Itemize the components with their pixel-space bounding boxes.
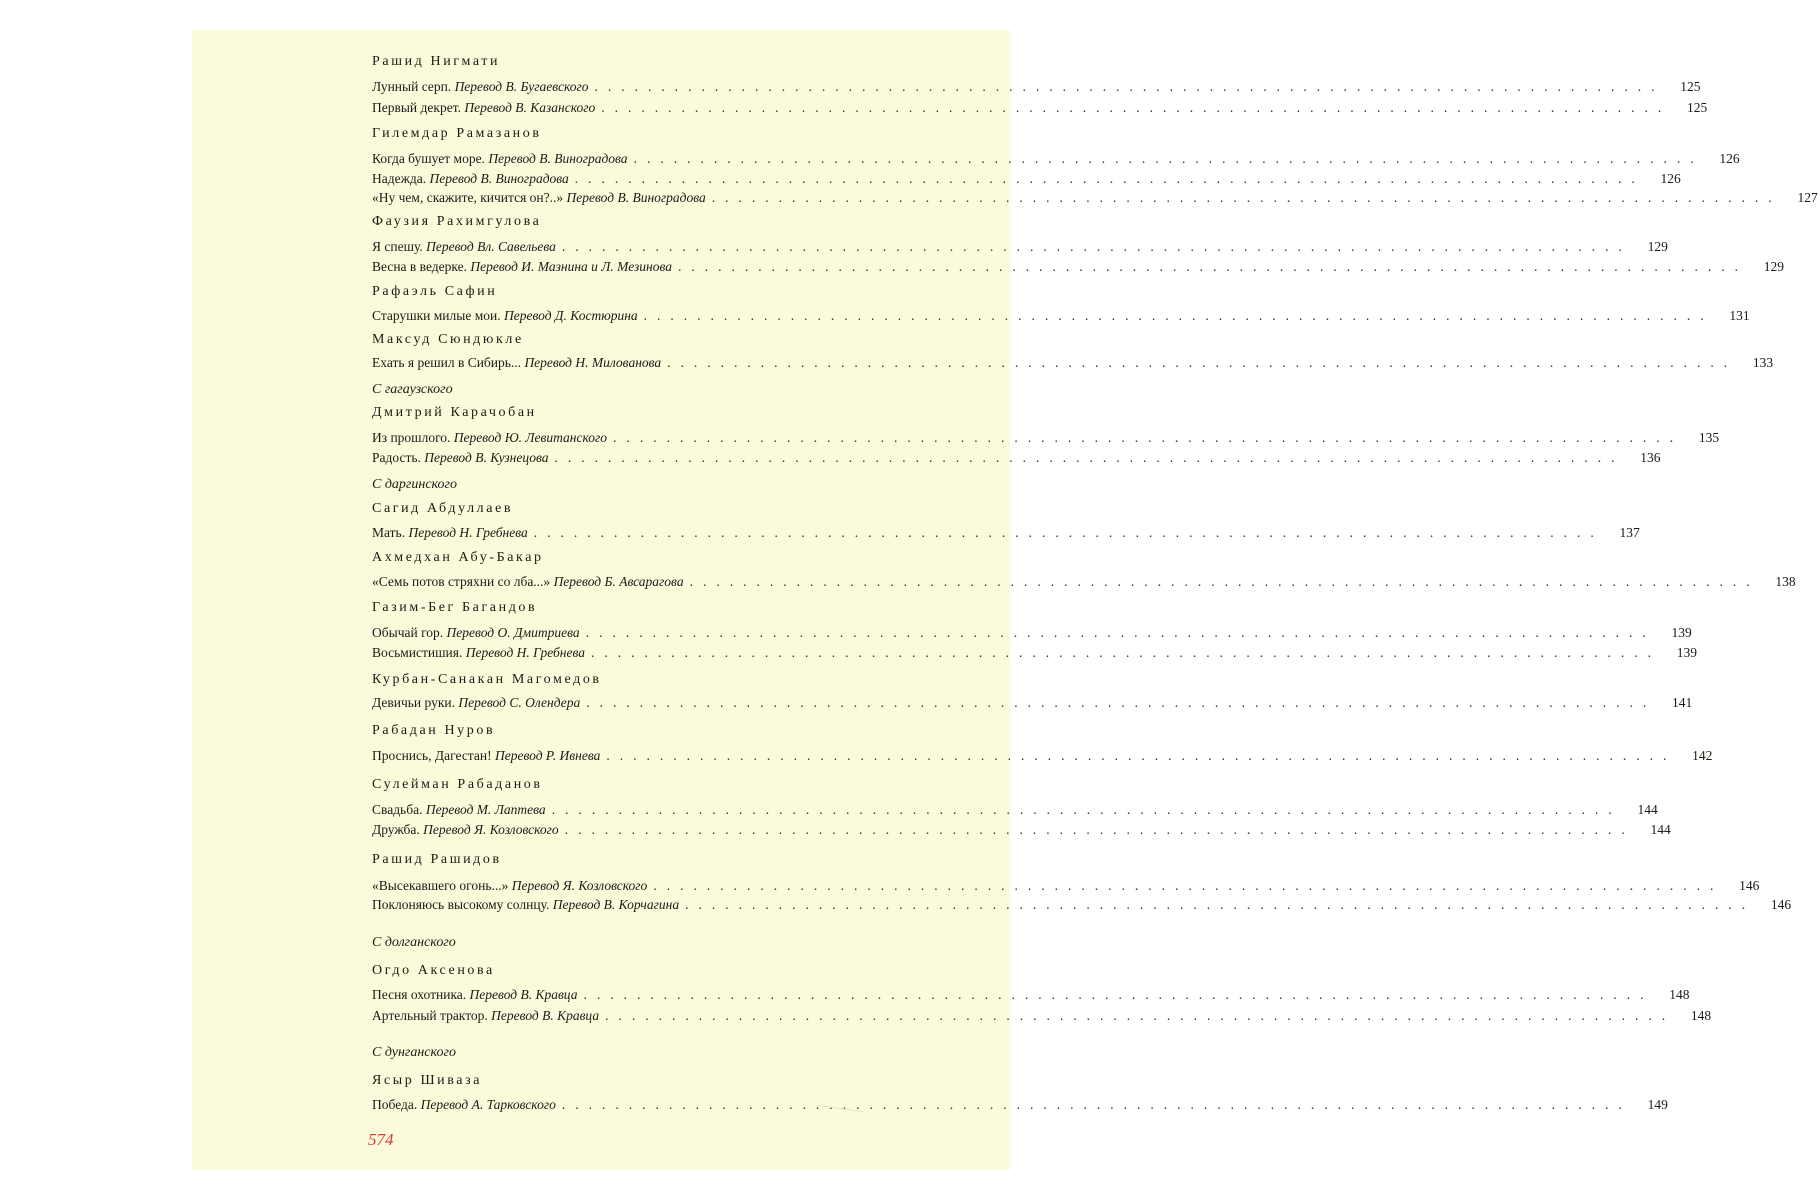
toc-entry xyxy=(372,574,1796,590)
entry-text xyxy=(372,171,569,187)
leader-dots: ................................................................................ xyxy=(551,802,1622,817)
entry-page-number: 125 xyxy=(1680,79,1701,94)
author-name: Гилемдар Рамазанов xyxy=(372,126,542,141)
entry-translator: Перевод И. Мазнина и Л. Мезинова xyxy=(470,259,673,274)
entry-page-number: 137 xyxy=(1619,525,1640,540)
entry-text xyxy=(372,239,556,255)
entry-title: Весна в ведерке. xyxy=(372,259,467,274)
toc-entry xyxy=(372,987,1690,1003)
entry-title: Мать. xyxy=(372,525,406,540)
entry-translator: Перевод В. Виноградова xyxy=(429,171,569,186)
toc-entry xyxy=(372,897,1792,913)
entry-text xyxy=(372,355,661,371)
entry-text xyxy=(372,574,684,590)
entry-title: Девичьи руки. xyxy=(372,695,455,710)
toc-entry xyxy=(372,878,1760,894)
entry-title: Поклоняюсь высокому солнцу. xyxy=(372,897,550,912)
entry-text xyxy=(372,987,577,1003)
leader-dots: ................................................................................ xyxy=(606,748,1677,763)
entry-title: Свадьба. xyxy=(372,802,423,817)
entry-translator: Перевод В. Кравца xyxy=(469,987,578,1002)
toc-entry xyxy=(372,645,1698,661)
entry-page-number: 146 xyxy=(1770,897,1792,912)
author-name: Сагид Абдуллаев xyxy=(372,501,514,516)
entry-translator: Перевод Н. Милованова xyxy=(524,355,662,370)
entry-translator: Перевод О. Дмитриева xyxy=(446,625,580,640)
leader-dots: ................................................................................ xyxy=(561,239,1632,254)
entry-translator: Перевод Н. Гребнева xyxy=(408,525,528,540)
leader-dots: ................................................................................ xyxy=(667,355,1738,370)
entry-title: Дружба. xyxy=(372,822,420,837)
author-name: Ахмедхан Абу-Бакар xyxy=(372,550,544,565)
entry-text xyxy=(372,79,589,95)
entry-page-number: 148 xyxy=(1669,987,1690,1002)
leader-dots: ................................................................................ xyxy=(561,1097,1632,1112)
leader-dots: ................................................................................ xyxy=(586,695,1657,710)
section-heading: С долганского xyxy=(372,935,456,950)
entry-title: Надежда. xyxy=(372,171,427,186)
entry-translator: Перевод С. Олендера xyxy=(458,695,581,710)
entry-text xyxy=(372,802,546,818)
leader-dots: ................................................................................ xyxy=(685,897,1756,912)
entry-text xyxy=(372,308,638,324)
entry-page-number: 129 xyxy=(1647,239,1668,254)
entry-page-number: 135 xyxy=(1698,430,1720,445)
leader-dots: ................................................................................ xyxy=(689,574,1760,589)
entry-page-number: 126 xyxy=(1719,151,1740,166)
toc-entry xyxy=(372,171,1681,187)
book-page xyxy=(192,30,1818,1170)
entry-text xyxy=(372,525,528,541)
entry-text xyxy=(372,897,679,913)
toc-entry xyxy=(372,151,1740,167)
leader-dots: ................................................................................ xyxy=(591,645,1662,660)
author-name: Газим-Бег Багандов xyxy=(372,600,538,615)
toc-entry xyxy=(372,239,1668,255)
entry-title: Я спешу. xyxy=(372,239,423,254)
entry-translator: Перевод Вл. Савельева xyxy=(426,239,556,254)
toc-entry xyxy=(372,259,1785,275)
entry-page-number: 131 xyxy=(1729,308,1750,323)
entry-translator: Перевод Б. Авсарагова xyxy=(553,574,684,589)
entry-title: Старушки милые мои. xyxy=(372,308,501,323)
entry-title: Песня охотника. xyxy=(372,987,467,1002)
leader-dots: ................................................................................ xyxy=(653,878,1724,893)
entry-page-number: 129 xyxy=(1763,259,1785,274)
entry-title: «Ну чем, скажите, кичится он?..» xyxy=(372,190,564,205)
author-name: Ясыр Шиваза xyxy=(372,1073,483,1088)
toc-entry xyxy=(372,748,1713,764)
entry-translator: Перевод Д. Костюрина xyxy=(503,308,638,323)
leader-dots: ................................................................................ xyxy=(585,625,1656,640)
entry-title: Победа. xyxy=(372,1097,418,1112)
leader-dots: ................................................................................ xyxy=(633,151,1704,166)
entry-page-number: 139 xyxy=(1676,645,1698,660)
entry-page-number: 149 xyxy=(1647,1097,1668,1112)
leader-dots: ................................................................................ xyxy=(554,450,1625,465)
leader-dots: ................................................................................ xyxy=(643,308,1714,323)
entry-translator: Перевод В. Виноградова xyxy=(566,190,706,205)
toc-entry xyxy=(372,450,1661,466)
entry-title: Из прошлого. xyxy=(372,430,451,445)
entry-page-number: 127 xyxy=(1797,190,1818,205)
leader-dots: ................................................................................ xyxy=(601,100,1672,115)
author-name: Курбан-Санакан Магомедов xyxy=(372,672,602,687)
entry-translator: Перевод М. Лаптева xyxy=(425,802,546,817)
leader-dots: ................................................................................ xyxy=(711,190,1782,205)
entry-text xyxy=(372,645,585,661)
toc-entry xyxy=(372,79,1701,95)
author-name: Максуд Сюндюкле xyxy=(372,332,524,347)
entry-translator: Перевод В. Кравца xyxy=(491,1008,600,1023)
entry-text xyxy=(372,1097,556,1113)
section-heading: С гагаузского xyxy=(372,382,453,397)
entry-title: Первый декрет. xyxy=(372,100,461,115)
entry-title: Проснись, Дагестан! xyxy=(372,748,492,763)
entry-text xyxy=(372,190,706,206)
entry-page-number: 133 xyxy=(1752,355,1774,370)
toc-entry xyxy=(372,430,1720,446)
entry-text xyxy=(372,625,580,641)
toc-entry xyxy=(372,695,1693,711)
entry-text xyxy=(372,1008,599,1024)
toc-entry xyxy=(372,1097,1668,1113)
entry-text xyxy=(372,430,607,446)
toc-entry xyxy=(372,100,1708,116)
toc-entry xyxy=(372,1008,1712,1024)
toc-entry xyxy=(372,308,1750,324)
author-name: Огдо Аксенова xyxy=(372,963,495,978)
entry-text xyxy=(372,748,600,764)
entry-title: Ехать я решил в Сибирь... xyxy=(372,355,522,370)
toc-entry xyxy=(372,525,1640,541)
entry-page-number: 139 xyxy=(1671,625,1692,640)
entry-translator: Перевод А. Тарковского xyxy=(420,1097,556,1112)
entry-title: Лунный серп. xyxy=(372,79,452,94)
author-name: Рабадан Нуров xyxy=(372,723,496,738)
entry-translator: Перевод В. Казанского xyxy=(464,100,596,115)
toc-entry xyxy=(372,625,1692,641)
entry-translator: Перевод Р. Ивнева xyxy=(494,748,601,763)
entry-page-number: 144 xyxy=(1637,802,1658,817)
entry-translator: Перевод Н. Гребнева xyxy=(465,645,586,660)
entry-title: «Семь потов стряхни со лба...» xyxy=(372,574,551,589)
entry-title: «Высекавшего огонь...» xyxy=(372,878,509,893)
entry-page-number: 141 xyxy=(1671,695,1693,710)
entry-page-number: 148 xyxy=(1690,1008,1712,1023)
leader-dots: ................................................................................ xyxy=(613,430,1684,445)
entry-translator: Перевод В. Кузнецова xyxy=(424,450,549,465)
entry-title: Когда бушует море. xyxy=(372,151,485,166)
leader-dots: ................................................................................ xyxy=(574,171,1645,186)
entry-page-number: 136 xyxy=(1640,450,1661,465)
entry-page-number: 146 xyxy=(1739,878,1760,893)
entry-title: Радость. xyxy=(372,450,421,465)
leader-dots: ................................................................................ xyxy=(533,525,1604,540)
author-name: Рашид Нигмати xyxy=(372,54,501,69)
toc-entry xyxy=(372,190,1818,206)
entry-translator: Перевод В. Корчагина xyxy=(552,897,680,912)
entry-text xyxy=(372,259,672,275)
entry-translator: Перевод В. Виноградова xyxy=(488,151,628,166)
leader-dots: ................................................................................ xyxy=(594,79,1665,94)
author-name: Фаузия Рахимгулова xyxy=(372,214,542,229)
leader-dots: ................................................................................ xyxy=(605,1008,1676,1023)
leader-dots: ................................................................................ xyxy=(564,822,1635,837)
section-heading: С даргинского xyxy=(372,477,458,492)
entry-page-number: 144 xyxy=(1650,822,1671,837)
toc-entry xyxy=(372,355,1774,371)
entry-text xyxy=(372,695,580,711)
leader-dots: ................................................................................ xyxy=(678,259,1749,274)
entry-title: Артельный трактор. xyxy=(372,1008,488,1023)
toc-entry xyxy=(372,822,1671,838)
entry-page-number: 125 xyxy=(1687,100,1708,115)
leader-dots: ................................................................................ xyxy=(583,987,1654,1002)
author-name: Рашид Рашидов xyxy=(372,852,502,867)
entry-translator: Перевод Я. Козловского xyxy=(423,822,559,837)
entry-text xyxy=(372,822,559,838)
entry-text xyxy=(372,151,628,167)
entry-title: Обычай гор. xyxy=(372,625,444,640)
entry-page-number: 126 xyxy=(1660,171,1681,186)
section-heading: С дунганского xyxy=(372,1045,456,1060)
toc-entry xyxy=(372,802,1658,818)
author-name: Сулейман Рабаданов xyxy=(372,777,543,792)
author-name: Дмитрий Карачобан xyxy=(372,405,537,420)
entry-page-number: 142 xyxy=(1692,748,1713,763)
entry-title: Восьмистишия. xyxy=(372,645,463,660)
entry-translator: Перевод В. Бугаевского xyxy=(454,79,589,94)
page-number: 574 xyxy=(368,1130,394,1149)
entry-text xyxy=(372,100,595,116)
entry-text xyxy=(372,878,647,894)
author-name: Рафаэль Сафин xyxy=(372,284,498,299)
entry-translator: Перевод Ю. Левитанского xyxy=(453,430,608,445)
entry-text xyxy=(372,450,549,466)
entry-translator: Перевод Я. Козловского xyxy=(511,878,648,893)
entry-page-number: 138 xyxy=(1775,574,1796,589)
